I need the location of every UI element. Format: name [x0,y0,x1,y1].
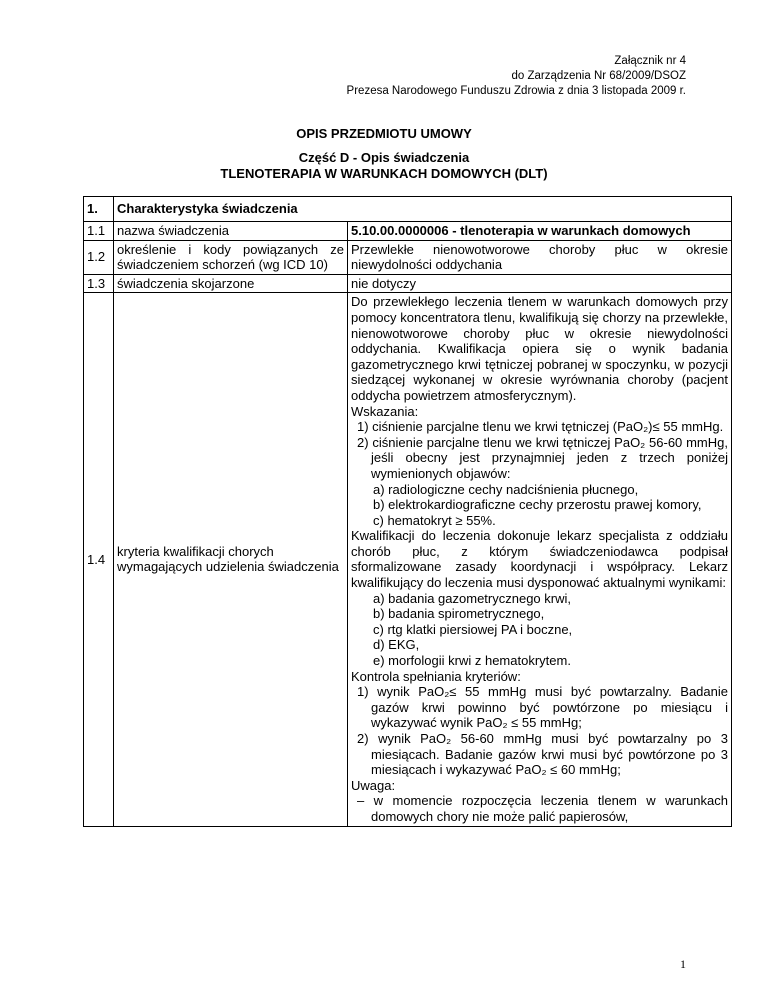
row-number: 1.4 [84,293,114,826]
list-item: b) badania spirometrycznego, [373,606,545,622]
list-item: a) radiologiczne cechy nadciśnienia płucnego, [373,481,639,497]
required-results-list [351,591,728,669]
list-item: 1) wynik PaO₂≤ 55 mmHg musi być powtarzalny. Badanie gazów krwi powinno być powtórzone po miesiącu i wykazywać wynik PaO₂ ≤ 55 mmHg; [357,684,728,731]
header-line-2: do Zarządzenia Nr 68/2009/DSOZ [511,70,686,82]
indications-heading: Wskazania: [351,403,419,419]
list-item: 2) ciśnienie parcjalne tlenu we krwi tętniczej PaO₂ 56-60 mmHg, jeśli obecny jest przynajmniej jeden z trzech poniżej wymienionych objawów: [357,434,728,481]
list-item: c) hematokryt ≥ 55%. [373,512,496,528]
note-heading: Uwaga: [351,777,396,793]
qualification-text: Kwalifikacji do leczenia dokonuje lekarz specjalista z oddziału chorób płuc, z którym świadczeniodawca podpisał sformalizowane zasady koordynacji i współpracy. Lekarz kwalifikujący do leczenia musi dysponować aktualnymi wynikami: [351,528,728,591]
row-number: 1.2 [84,240,114,274]
row-label: świadczenia skojarzone [114,274,348,293]
table-row [84,222,732,241]
row-label: kryteria kwalifikacji chorych wymagających udzielenia świadczenia [114,293,348,826]
control-list [351,684,728,778]
row-label: określenie i kody powiązanych ze świadczeniem schorzeń (wg ICD 10) [114,240,348,274]
symptoms-list [351,482,728,529]
page-number: 1 [680,957,686,971]
row-label: nazwa świadczenia [114,222,348,241]
control-heading: Kontrola spełniania kryteriów: [351,668,521,684]
criteria-cell [348,293,732,826]
list-item: c) rtg klatki piersiowej PA i boczne, [373,621,573,637]
header-line-3: Prezesa Narodowego Funduszu Zdrowia z dnia 3 listopada 2009 r. [346,85,686,97]
list-item: b) elektrokardiograficzne cechy przerostu prawej komory, [373,497,702,513]
row-value: nie dotyczy [348,274,732,293]
document-title: OPIS PRZEDMIOTU UMOWY [296,126,472,141]
list-item: d) EKG, [373,637,420,653]
section-row [84,197,732,222]
section-label: Charakterystyka świadczenia [114,197,732,222]
criteria-intro: Do przewlekłego leczenia tlenem w warunkach domowych przy pomocy koncentratora tlenu, kwalifikują się chorzy na przewlekłe, nienowotworowe choroby płuc w okresie niewydolności oddychania. Kwalifikacja opiera się o wynik badania gazometrycznego krwi tętniczej pobranej w spoczynku, w pozycji siedzącej wykonanej w okresie wyrównania choroby (pacjent oddycha powietrzem atmosferycznym). [351,294,728,403]
list-item: a) badania gazometrycznego krwi, [373,590,571,606]
list-item: e) morfologii krwi z hematokrytem. [373,653,571,669]
table-row [84,293,732,826]
row-number: 1.3 [84,274,114,293]
row-value: 5.10.00.0000006 - tlenoterapia w warunkach domowych [348,222,732,241]
subtitle-service: TLENOTERAPIA W WARUNKACH DOMOWYCH (DLT) [220,166,548,181]
indications-list [351,419,728,481]
list-item: – w momencie rozpoczęcia leczenia tlenem w warunkach domowych chory nie może palić papierosów, [357,793,728,824]
row-number: 1.1 [84,222,114,241]
header-line-1: Załącznik nr 4 [614,55,686,67]
table-row [84,240,732,274]
list-item: 1) ciśnienie parcjalne tlenu we krwi tętniczej (PaO₂)≤ 55 mmHg. [357,419,724,435]
row-value: Przewlekłe nienowotworowe choroby płuc w okresie niewydolności oddychania [348,240,732,274]
document-subtitle [0,150,768,182]
section-number: 1. [84,197,114,222]
table-row [84,274,732,293]
attachment-header [347,54,686,99]
list-item: 2) wynik PaO₂ 56-60 mmHg musi być powtarzalny po 3 miesiącach. Badanie gazów krwi musi być powtórzone po 3 miesiącach i wykazywać PaO₂ ≤ 60 mmHg; [357,731,728,778]
service-table [83,196,732,827]
note-list [351,793,728,824]
subtitle-part: Część D - Opis świadczenia [298,150,470,165]
